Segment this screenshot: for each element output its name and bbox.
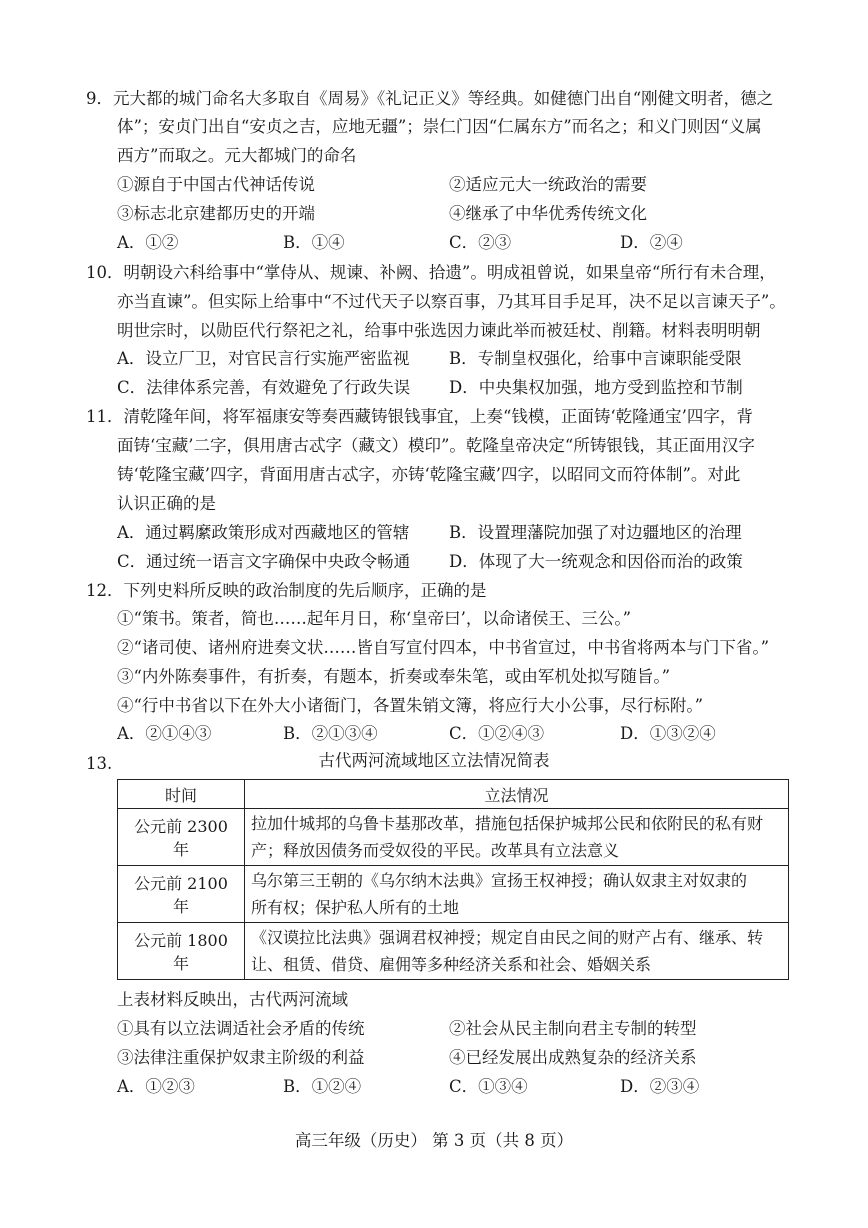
q12-option-b[interactable]: B．②①③④: [283, 724, 378, 743]
q13-statement-1: ①具有以立法调适社会矛盾的传统: [117, 1019, 365, 1038]
table-row: [118, 866, 789, 923]
desc-line: 产；释放因债务而受奴役的平民。改革具有立法意义: [251, 841, 620, 860]
table-cell-time: 公元前 2100 年: [118, 866, 245, 923]
q11-stem-line-4: 认识正确的是: [117, 494, 216, 513]
q12-option-a[interactable]: A．②①④③: [117, 724, 212, 743]
desc-line: 《汉谟拉比法典》强调君权神授；规定自由民之间的财产占有、继承、转: [251, 928, 764, 947]
q11-option-a[interactable]: A．通过羁縻政策形成对西藏地区的管辖: [117, 523, 410, 542]
table-row: [118, 809, 789, 866]
q12-option-c[interactable]: C．①②④③: [449, 724, 545, 743]
q9-statement-2: ②适应元大一统政治的需要: [449, 175, 647, 194]
q9-option-a[interactable]: A．①②: [117, 233, 179, 252]
q10-option-b[interactable]: B．专制皇权强化，给事中言谏职能受限: [449, 349, 742, 368]
q13-statement-3: ③法律注重保护奴隶主阶级的利益: [117, 1048, 365, 1067]
q10-option-d[interactable]: D．中央集权加强，地方受到监控和节制: [449, 378, 743, 397]
q13-statement-4: ④已经发展出成熟复杂的经济关系: [449, 1048, 697, 1067]
q12-source-1: ①“策书。策者，简也……起年月日，称‘皇帝曰’，以命诸侯王、三公。”: [117, 609, 632, 628]
q13-option-d[interactable]: D．②③④: [620, 1077, 700, 1096]
q12-option-d[interactable]: D．①③②④: [620, 724, 716, 743]
table-cell-desc: [245, 866, 789, 923]
q11-stem-line-2: 面铸‘宝藏’二字，俱用唐古忒字（藏文）模印”。乾隆皇帝决定“所铸银钱，其正面用汉字: [117, 436, 755, 455]
table-cell-desc: [245, 923, 789, 980]
q9-option-d[interactable]: D．②④: [620, 233, 683, 252]
table-header-legislation: 立法情况: [245, 780, 789, 809]
q12-source-3: ③“内外陈奏事件，有折奏，有题本，折奏或奉朱笔，或由军机处拟写随旨。”: [117, 667, 671, 686]
desc-line: 让、租赁、借贷、雇佣等多种经济关系和社会、婚姻关系: [251, 955, 652, 974]
q13-option-c[interactable]: C．①③④: [449, 1077, 528, 1096]
q11-option-d[interactable]: D．体现了大一统观念和因俗而治的政策: [449, 552, 743, 571]
table-header-time: 时间: [118, 780, 245, 809]
q13-option-a[interactable]: A．①②③: [117, 1077, 195, 1096]
q10-option-a[interactable]: A．设立厂卫，对官民言行实施严密监视: [117, 349, 410, 368]
q9-option-c[interactable]: C．②③: [449, 233, 512, 252]
q13-stem: 上表材料反映出，古代两河流域: [117, 990, 348, 1009]
q9-option-b[interactable]: B．①④: [283, 233, 345, 252]
table-cell-time: 公元前 1800 年: [118, 923, 245, 980]
table-row: [118, 923, 789, 980]
q13-number: 13.: [86, 754, 113, 773]
q11-stem-line-3: 铸‘乾隆宝藏’四字，背面用唐古忒字，亦铸‘乾隆宝藏’四字，以昭同文而符体制”。对此: [117, 465, 741, 484]
q9-statement-3: ③标志北京建都历史的开端: [117, 204, 315, 223]
desc-line: 拉加什城邦的乌鲁卡基那改革，措施包括保护城邦公民和依附民的私有财: [251, 814, 764, 833]
legislation-table: [117, 779, 789, 980]
q12-source-4: ④“行中书省以下在外大小诸衙门，各置朱销文簿，将应行大小公事，尽行标附。”: [117, 696, 704, 715]
q11-option-c[interactable]: C．通过统一语言文字确保中央政令畅通: [117, 552, 411, 571]
q12-source-2: ②“诸司使、诸州府进奏文状……皆自写宣付四本，中书省宣过，中书省将两本与门下省。”: [117, 638, 770, 657]
q10-stem-line-1: 10．明朝设六科给事中“掌侍从、规谏、补阙、拾遗”。明成祖曾说，如果皇帝“所行有未合理，: [86, 263, 776, 282]
q9-stem-line-3: 西方”而取之。元大都城门的命名: [117, 146, 357, 165]
q9-statement-4: ④继承了中华优秀传统文化: [449, 204, 647, 223]
q12-stem: 12．下列史料所反映的政治制度的先后顺序，正确的是: [86, 581, 487, 600]
desc-line: 乌尔第三王朝的《乌尔纳木法典》宣扬王权神授；确认奴隶主对奴隶的: [251, 871, 748, 890]
table-cell-time: 公元前 2300 年: [118, 809, 245, 866]
table-cell-desc: [245, 809, 789, 866]
q10-stem-line-3: 明世宗时，以勋臣代行祭祀之礼，给事中张选因力谏此举而被廷杖、削籍。材料表明明朝: [117, 321, 761, 340]
desc-line: 所有权；保护私人所有的土地: [251, 898, 460, 917]
q9-stem-line-1: 9．元大都的城门命名大多取自《周易》《礼记正义》等经典。如健德门出自“刚健文明者，德之: [86, 89, 774, 108]
q9-stem-line-2: 体”；安贞门出自“安贞之吉，应地无疆”；崇仁门因“仁属东方”而名之；和义门则因“义属: [117, 117, 762, 136]
q11-option-b[interactable]: B．设置理藩院加强了对边疆地区的治理: [449, 523, 742, 542]
q10-option-c[interactable]: C．法律体系完善，有效避免了行政失误: [117, 378, 411, 397]
q11-stem-line-1: 11．清乾隆年间，将军福康安等奏西藏铸银钱事宜，上奏“钱模，正面铸‘乾隆通宝’四字，背: [86, 407, 753, 426]
q13-option-b[interactable]: B．①②④: [283, 1077, 362, 1096]
q13-table-title: 古代两河流域地区立法情况简表: [318, 751, 550, 770]
page-footer: 高三年级（历史） 第 3 页（共 8 页）: [294, 1131, 574, 1150]
q10-stem-line-2: 亦当直谏”。但实际上给事中“不过代天子以察百事，乃其耳目手足耳，决不足以言谏天子”。: [117, 292, 786, 311]
q9-statement-1: ①源自于中国古代神话传说: [117, 175, 315, 194]
q13-statement-2: ②社会从民主制向君主专制的转型: [449, 1019, 697, 1038]
table-header-row: [118, 780, 789, 809]
